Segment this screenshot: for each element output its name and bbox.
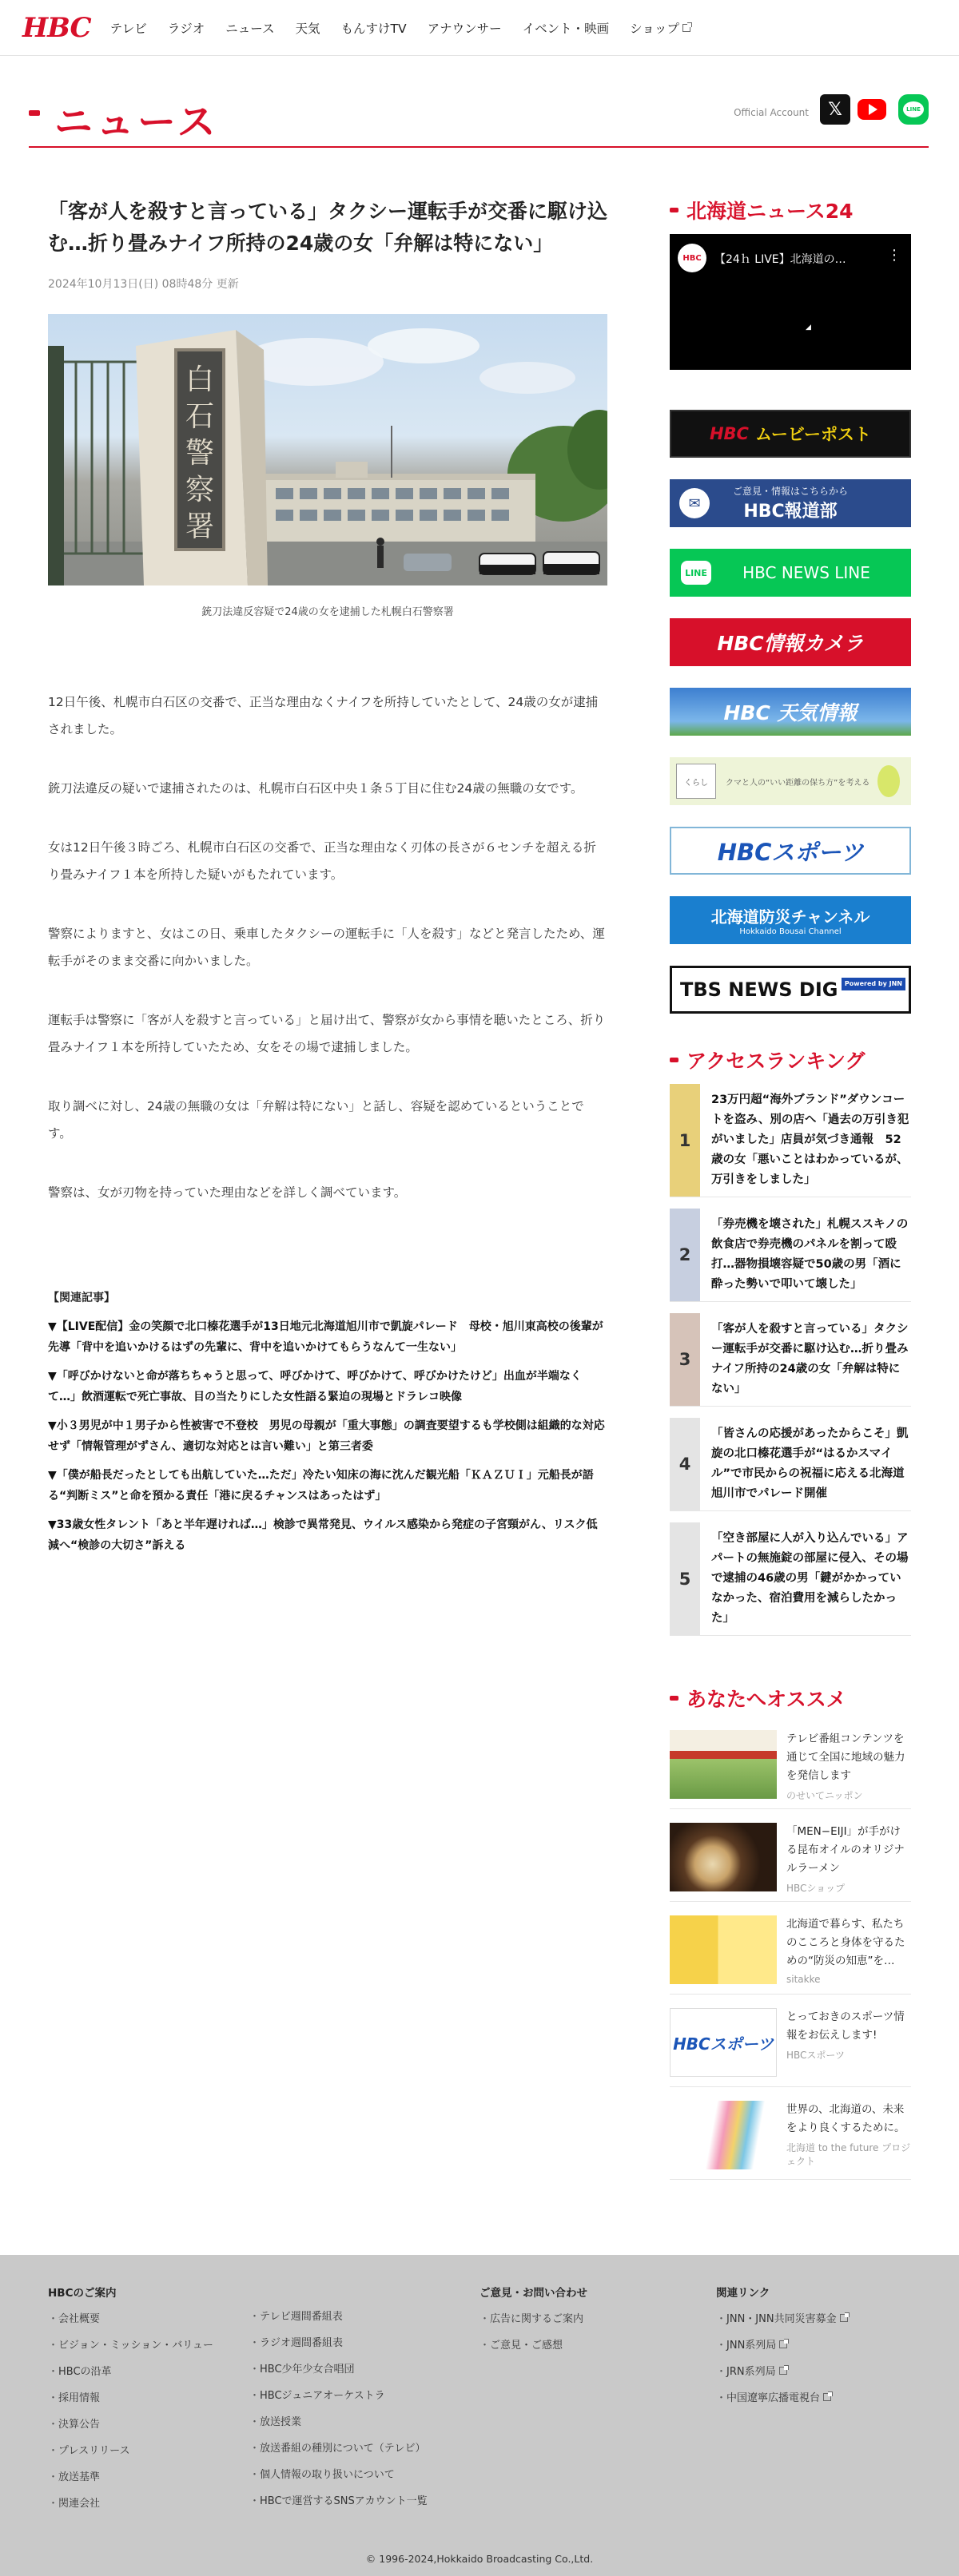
line-logo-icon: LINE (681, 561, 711, 585)
footer-link[interactable]: ・ 広告に関するご案内 (480, 2311, 587, 2337)
ranking-item[interactable] (670, 1522, 911, 1636)
live-video-player[interactable] (670, 234, 911, 370)
recommend-source: 北海道 to the future プロジェクト (786, 2142, 911, 2167)
bear-distance-text: クマと人の“いい距離の保ち方”を考える (726, 778, 870, 788)
access-ranking-heading-text: アクセスランキング (686, 1050, 865, 1073)
recommend-item[interactable] (670, 1823, 911, 1902)
site-footer (0, 2255, 959, 2576)
footer-link[interactable]: ・ テレビ週間番組表 (249, 2308, 428, 2335)
hokkaido-news-heading (670, 196, 911, 224)
footer-heading: 関連リンク (716, 2287, 770, 2300)
report-desk-large: HBC報道部 (743, 502, 838, 522)
ranking-number: 5 (670, 1522, 700, 1635)
ranking-item[interactable] (670, 1418, 911, 1511)
x-icon[interactable]: 𝕏 (820, 94, 850, 125)
footer-link[interactable]: ・ 放送番組の種別について（テレビ） (249, 2440, 428, 2467)
related-article-link[interactable]: ▼「呼びかけないと命が落ちちゃうと思って、呼びかけて、呼びかけて、呼びかけたけど」出血が半端なくて…」飲酒運転で死亡事故、目の当たりにした女性語る緊迫の現場とドラレコ映像 (48, 1370, 582, 1403)
external-link-icon (779, 2340, 787, 2348)
footer-column-related (716, 2284, 848, 2416)
footer-link-label: JRN系列局 (726, 2366, 776, 2378)
recommend-source: sitakke (786, 1974, 821, 1985)
related-article-link[interactable]: ▼【LIVE配信】金の笑顔で北口榛花選手が13日地元北海道旭川市で凱旋パレード 母校・旭川東高校の後輩が先導「背中を追いかけるはずの先輩に、背中を追いかけてもらうなんて一生ない」 (48, 1320, 603, 1354)
access-ranking (670, 1046, 911, 1636)
recommend-item[interactable] (670, 2101, 911, 2180)
ranking-title: 「空き部屋に人が入り込んでいる」アパートの無施錠の部屋に侵入、その場で逮捕の46歳の男「鍵がかかっていなかった、宿泊費用を減らしたかった」 (711, 1532, 909, 1625)
recommend-title: 世界の、北海道の、未来をより良くするために。 (786, 2103, 905, 2134)
article-paragraph: 警察は、女が刃物を持っていた理由などを詳しく調べています。 (48, 1185, 407, 1200)
footer-link[interactable]: ・ 放送基準 (48, 2469, 213, 2495)
page-title: ニュース (54, 100, 219, 145)
recommend-thumbnail (670, 2008, 777, 2077)
recommend-source: HBCスポーツ (786, 2050, 845, 2061)
ranking-item[interactable] (670, 1313, 911, 1407)
recommend-item[interactable] (670, 1730, 911, 1809)
article-date: 2024年10月13日(日) 08時48分 更新 (48, 278, 239, 291)
footer-link[interactable]: ・ プレスリリース (48, 2443, 213, 2469)
footer-link[interactable]: ・ 個人情報の取り扱いについて (249, 2467, 428, 2493)
external-link-icon (840, 2314, 848, 2322)
recommend-list (670, 1730, 911, 2180)
recommend-thumbnail (670, 1823, 777, 1891)
footer-column-programs (249, 2308, 428, 2519)
heading-accent-mark (670, 1058, 678, 1062)
article-paragraph: 警察によりますと、女はこの日、乗車したタクシーの運転手に「人を殺す」などと発言したため、運転手がそのまま交番に向かいました。 (48, 927, 605, 968)
tbs-news-dig-text: TBS NEWS DIG (680, 978, 838, 1001)
article-paragraph: 女は12日午後３時ごろ、札幌市白石区の交番で、正当な理由なく刃体の長さが６センチを超える折り畳みナイフ１本を所持した疑いがもたれています。 (48, 840, 596, 882)
report-desk-small: ご意見・情報はこちらから (732, 486, 848, 497)
footer-column-contact (480, 2284, 587, 2364)
recommend-title: とっておきのスポーツ情報をお伝えします! (786, 2010, 905, 2042)
tbs-news-dig-banner[interactable] (670, 966, 911, 1014)
footer-link[interactable]: ・ ラジオ週間番組表 (249, 2335, 428, 2361)
external-link-icon (682, 24, 690, 32)
nav-item-event-movie[interactable]: イベント・映画 (522, 21, 610, 36)
global-nav (110, 19, 711, 37)
movie-post-hbc: HBC (709, 424, 749, 443)
video-title[interactable]: 【24ｈ LIVE】北海道の… (714, 253, 846, 266)
info-camera-banner[interactable]: HBC情報カメラ (670, 618, 911, 666)
hbc-news-line-banner[interactable] (670, 549, 911, 597)
site-header (0, 0, 959, 56)
recommend-section (670, 1684, 911, 2180)
nav-item-announcer[interactable]: アナウンサー (427, 21, 502, 36)
recommend-thumbnail (670, 1915, 777, 1984)
article-photo (48, 314, 607, 585)
hbc-logo[interactable]: HBC (22, 11, 91, 44)
article (48, 196, 607, 1564)
youtube-icon[interactable] (857, 94, 887, 125)
police-station-photo (48, 314, 607, 585)
sidebar (670, 196, 911, 2193)
ranking-number: 4 (670, 1418, 700, 1510)
report-desk-banner[interactable] (670, 479, 911, 527)
heading-accent-mark (670, 1696, 678, 1701)
nav-item-radio[interactable]: ラジオ (167, 21, 205, 36)
recommend-heading (670, 1684, 911, 1713)
banner-list (670, 410, 911, 1014)
more-menu-icon[interactable]: ⋮ (887, 247, 901, 264)
movie-post-text: ムービーポスト (754, 425, 872, 444)
footer-link[interactable]: ・ 放送授業 (249, 2414, 428, 2440)
footer-link-label: JNN・JNN共同災害募金 (726, 2313, 837, 2325)
article-title: 「客が人を殺すと言っている」タクシー運転手が交番に駆け込む…折り畳みナイフ所持の24歳の女「弁解は特にない」 (48, 200, 608, 255)
ranking-title: 「皆さんの応援があったからこそ」凱旋の北口榛花選手が“はるかスマイル”で市民からの祝福に応える北海道旭川市でパレード開催 (711, 1427, 909, 1500)
powered-by-jnn: Powered by JNN (842, 978, 905, 990)
photo-caption: 銃刀法違反容疑で24歳の女を逮捕した札幌白石警察署 (201, 606, 454, 618)
bear-illustration (877, 765, 900, 797)
recommend-item[interactable] (670, 1915, 911, 1995)
footer-link-label: JNN系列局 (726, 2340, 777, 2352)
footer-heading: HBCのご案内 (48, 2287, 117, 2300)
ranking-number: 3 (670, 1313, 700, 1406)
access-ranking-heading (670, 1046, 911, 1074)
hbc-sports-banner[interactable]: HBCスポーツ (670, 827, 911, 875)
footer-link[interactable]: ・ 会社概要 (48, 2311, 213, 2337)
external-link-icon (779, 2367, 787, 2375)
loading-spinner-icon: ◢ (806, 323, 811, 331)
channel-avatar: HBC (678, 244, 706, 272)
nav-item-monsuke-tv[interactable]: もんすけTV (340, 21, 407, 36)
recommend-source: HBCショップ (786, 1883, 846, 1894)
ranking-item[interactable] (670, 1209, 911, 1302)
related-articles (48, 1289, 607, 1556)
footer-link[interactable]: ・ HBCで運営するSNSアカウント一覧 (249, 2493, 428, 2519)
envelope-icon: ✉ (679, 488, 710, 518)
footer-link[interactable] (716, 2311, 848, 2337)
article-paragraph: 銃刀法違反の疑いで逮捕されたのは、札幌市白石区中央１条５丁目に住む24歳の無職の女です。 (48, 781, 583, 796)
recommend-title: 「MEN−EIJI」が手がける昆布オイルのオリジナルラーメン (786, 1825, 905, 1875)
footer-link[interactable] (716, 2337, 848, 2364)
article-body (48, 689, 607, 1206)
article-paragraph: 取り調べに対し、24歳の無職の女は「弁解は特にない」と話し、容疑を認めているということです。 (48, 1099, 584, 1141)
photo-signboard-text: 白石警察署 (185, 363, 214, 543)
nav-item-shop-label: ショップ (630, 21, 679, 36)
footer-link[interactable]: ・ ビジョン・ミッション・バリュー (48, 2337, 213, 2364)
footer-link[interactable]: ・ HBCジュニアオーケストラ (249, 2387, 428, 2414)
hbc-sports-thumb-logo: HBCスポーツ (673, 2034, 774, 2054)
footer-column-about (48, 2284, 213, 2522)
bousai-channel-banner[interactable] (670, 896, 911, 944)
ranking-title: 23万円超“海外ブランド”ダウンコートを盗み、別の店へ「過去の万引き犯がいました」店員が気づき通報 52歳の女「悪いことはわかっているが、万引きをしました」 (711, 1094, 909, 1186)
footer-heading: ご意見・お問い合わせ (480, 2287, 587, 2300)
nav-item-weather[interactable]: 天気 (295, 21, 320, 36)
recommend-item[interactable] (670, 2008, 911, 2087)
article-paragraph: 運転手は警察に「客が人を殺すと言っている」と届け出て、警察が女から事情を聴いたところ、折り畳みナイフ１本を所持していたため、女をその場で逮捕しました。 (48, 1013, 606, 1054)
bear-distance-banner[interactable] (670, 757, 911, 805)
bousai-channel-title: 北海道防災チャンネル (710, 907, 870, 927)
bousai-channel-subtitle: Hokkaido Bousai Channel (739, 927, 842, 936)
official-account-label: Official Account (734, 107, 809, 118)
kurashi-badge: くらし (676, 764, 716, 799)
ranking-number: 2 (670, 1209, 700, 1301)
footer-link[interactable] (716, 2364, 848, 2390)
footer-link[interactable]: ・ 決算公告 (48, 2416, 213, 2443)
recommend-source: のせいてニッポン (786, 1790, 863, 1801)
footer-link[interactable]: ・ 採用情報 (48, 2390, 213, 2416)
recommend-thumbnail (670, 2101, 777, 2169)
footer-link[interactable]: ・ 関連会社 (48, 2495, 213, 2522)
recommend-title: 北海道で暮らす、私たちのこころと身体を守るための“防災の知恵”を… (786, 1918, 905, 1967)
title-accent-mark (29, 110, 40, 116)
nav-item-shop[interactable] (630, 19, 690, 37)
related-article-link[interactable]: ▼小３男児が中１男子から性被害で不登校 男児の母親が「重大事態」の調査要望するも学校側は組織的な対応せず「情報管理がずさん、適切な対応とは言い難い」と第三者委 (48, 1419, 605, 1453)
page-title-bar (29, 88, 929, 148)
ranking-item[interactable] (670, 1084, 911, 1197)
weather-info-banner[interactable]: HBC 天気情報 (670, 688, 911, 736)
ranking-list (670, 1084, 911, 1636)
footer-link-label: 中国遼寧広播電視台 (726, 2392, 821, 2404)
article-paragraph: 12日午後、札幌市白石区の交番で、正当な理由なくナイフを所持していたとして、24歳の女が逮捕されました。 (48, 695, 599, 736)
recommend-heading-text: あなたへオススメ (686, 1688, 846, 1711)
ranking-number: 1 (670, 1084, 700, 1197)
footer-link[interactable] (716, 2390, 848, 2416)
ranking-title: 「券売機を壊された」札幌ススキノの飲食店で券売機のパネルを割って殴打…器物損壊容疑で50歳の男「酒に酔った勢いで叩いて壊した」 (711, 1218, 909, 1291)
copyright: © 1996-2024,Hokkaido Broadcasting Co.,Ltd. (365, 2553, 594, 2565)
footer-link-list (48, 2311, 213, 2522)
footer-link[interactable]: ・ HBC少年少女合唱団 (249, 2361, 428, 2387)
ranking-title: 「客が人を殺すと言っている」タクシー運転手が交番に駆け込む…折り畳みナイフ所持の24歳の女「弁解は特にない」 (711, 1323, 909, 1395)
line-icon[interactable]: LINE (898, 94, 929, 125)
recommend-thumbnail (670, 1730, 777, 1799)
movie-post-banner[interactable] (670, 410, 911, 458)
hokkaido-news-heading-text: 北海道ニュース24 (686, 200, 854, 223)
related-article-link[interactable]: ▼33歳女性タレント「あと半年遅ければ…」検診で異常発見、ウイルス感染から発症の子宮頸がん、リスク低減へ“検診の大切さ”訴える (48, 1518, 598, 1552)
recommend-title: テレビ番組コンテンツを通じて全国に地域の魅力を発信します (786, 1733, 905, 1782)
nav-item-news[interactable]: ニュース (225, 21, 275, 36)
hbc-news-line-text: HBC NEWS LINE (742, 563, 870, 582)
nav-item-tv[interactable]: テレビ (109, 21, 147, 36)
footer-link[interactable]: ・ HBCの沿革 (48, 2364, 213, 2390)
related-articles-heading: 【関連記事】 (48, 1292, 115, 1304)
external-link-icon (823, 2393, 831, 2401)
related-article-link[interactable]: ▼「僕が船長だったとしても出航していた…ただ」冷たい知床の海に沈んだ観光船「ＫＡＺＵＩ」元船長が語る“判断ミス”と命を預かる責任「港に戻るチャンスはあったはず」 (48, 1469, 594, 1502)
footer-link[interactable]: ・ ご意見・ご感想 (480, 2337, 587, 2364)
heading-accent-mark (670, 208, 678, 212)
